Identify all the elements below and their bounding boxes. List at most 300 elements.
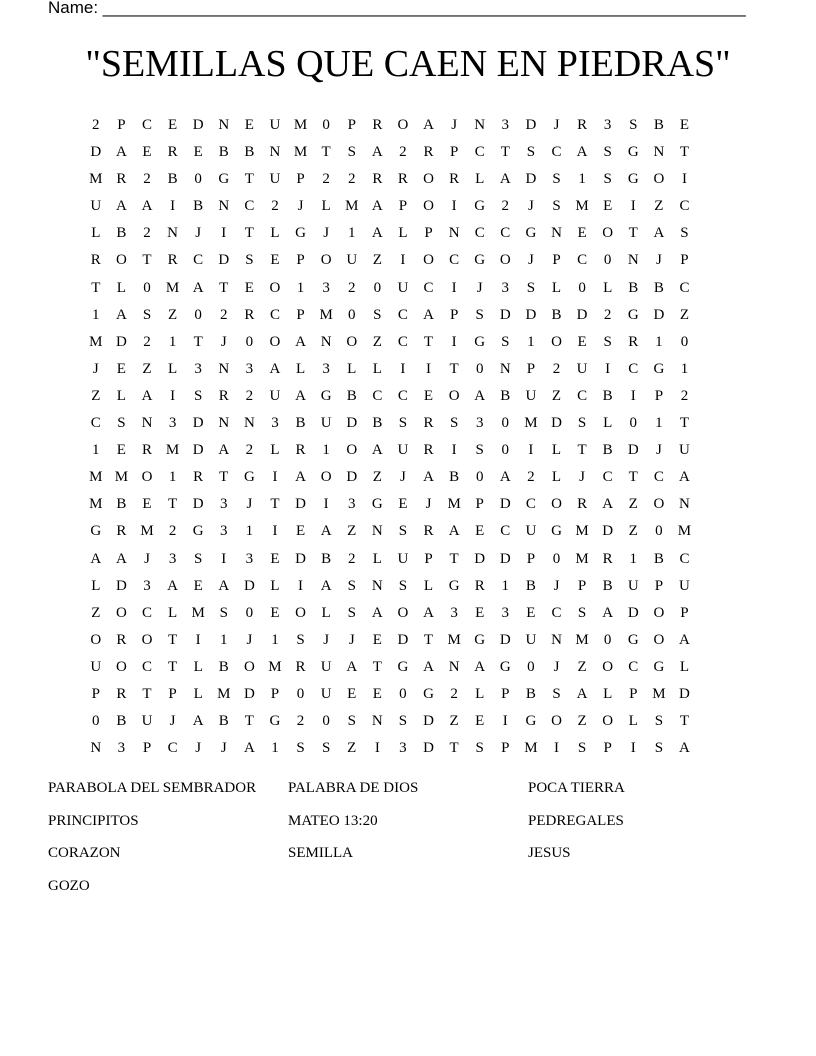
grid-cell: E <box>526 604 536 621</box>
word-search-grid <box>83 116 697 766</box>
grid-cell: T <box>628 225 638 242</box>
grid-cell: 3 <box>475 415 484 432</box>
grid-cell: I <box>272 523 278 540</box>
grid-cell: D <box>243 685 255 702</box>
grid-cell: I <box>323 496 329 513</box>
grid-cell: E <box>295 523 306 540</box>
grid-cell: 1 <box>168 333 177 350</box>
grid-cell: D <box>192 442 204 459</box>
grid-cell: P <box>526 550 536 567</box>
grid-cell: B <box>346 387 357 404</box>
grid-cell: J <box>425 496 432 513</box>
grid-cell: I <box>451 333 457 350</box>
grid-cell: A <box>371 144 383 161</box>
grid-cell: 2 <box>271 198 279 215</box>
grid-cell: S <box>347 577 356 594</box>
grid-cell: L <box>321 198 331 215</box>
grid-cell: M <box>191 604 205 621</box>
grid-cell: E <box>372 685 382 702</box>
grid-cell: T <box>270 496 280 513</box>
grid-cell: C <box>679 550 690 567</box>
grid-cell: 0 <box>475 469 484 486</box>
grid-cell: P <box>552 252 561 269</box>
grid-cell: O <box>346 333 358 350</box>
grid-cell: C <box>372 387 383 404</box>
grid-cell: A <box>115 144 127 161</box>
grid-cell: N <box>218 360 230 377</box>
grid-cell: 1 <box>680 360 689 377</box>
grid-cell: O <box>602 225 614 242</box>
grid-cell: G <box>295 225 306 242</box>
grid-cell: M <box>89 469 103 486</box>
grid-cell: M <box>575 550 589 567</box>
grid-cell: O <box>551 713 562 730</box>
grid-cell: P <box>449 306 459 323</box>
grid-cell: 2 <box>143 225 151 242</box>
grid-cell: N <box>371 523 383 540</box>
grid-cell: R <box>397 171 408 188</box>
grid-cell: 1 <box>629 550 638 567</box>
grid-cell: S <box>117 415 126 432</box>
grid-cell: M <box>345 198 359 215</box>
grid-cell: I <box>221 225 227 242</box>
grid-cell: S <box>245 252 254 269</box>
grid-cell: O <box>115 604 127 621</box>
grid-cell: P <box>501 685 510 702</box>
grid-cell: 1 <box>578 171 586 188</box>
grid-cell: T <box>167 496 178 513</box>
grid-cell: P <box>296 252 305 269</box>
grid-cell: A <box>679 631 690 648</box>
grid-cell: Z <box>679 306 690 323</box>
grid-cell: 2 <box>322 171 330 188</box>
grid-cell: S <box>603 333 612 350</box>
grid-cell: U <box>525 387 537 404</box>
grid-cell: S <box>654 740 664 757</box>
grid-cell: M <box>165 442 180 459</box>
grid-cell: S <box>577 740 587 757</box>
grid-cell: I <box>400 252 406 269</box>
grid-cell: 0 <box>245 333 254 350</box>
grid-cell: L <box>603 685 613 702</box>
grid-row <box>83 333 697 360</box>
grid-cell: C <box>397 306 408 323</box>
grid-cell: G <box>627 631 639 648</box>
grid-cell: N <box>218 117 230 133</box>
grid-cell: U <box>320 658 332 675</box>
grid-cell: D <box>90 144 102 161</box>
grid-cell: T <box>321 144 331 161</box>
grid-cell: L <box>551 279 562 296</box>
grid-cell: 1 <box>527 333 535 350</box>
grid-cell: E <box>577 333 587 350</box>
grid-cell: O <box>423 198 434 215</box>
grid-cell: D <box>192 117 204 133</box>
grid-row <box>83 522 697 549</box>
grid-cell: Z <box>142 360 152 377</box>
grid-cell: N <box>269 144 281 161</box>
grid-cell: D <box>525 171 537 188</box>
grid-cell: M <box>89 496 103 513</box>
grid-row <box>83 387 697 414</box>
grid-cell: C <box>628 658 639 675</box>
grid-cell: M <box>575 198 589 215</box>
grid-cell: I <box>630 387 636 404</box>
grid-cell: 0 <box>501 415 510 432</box>
grid-cell: D <box>576 306 588 323</box>
grid-cell: I <box>170 387 176 404</box>
grid-cell: P <box>398 198 408 215</box>
grid-cell: S <box>398 523 408 540</box>
grid-cell: G <box>474 252 486 269</box>
grid-cell: T <box>219 469 229 486</box>
grid-cell: D <box>679 685 690 702</box>
grid-cell: D <box>499 496 511 513</box>
grid-cell: E <box>116 442 126 459</box>
grid-cell: N <box>448 658 460 675</box>
grid-cell: S <box>398 577 408 594</box>
grid-cell: R <box>577 117 588 133</box>
grid-cell: E <box>398 496 408 513</box>
grid-cell: A <box>192 713 204 730</box>
grid-cell: S <box>347 713 356 730</box>
grid-cell: P <box>629 685 638 702</box>
word-list-item: PALABRA DE DIOS <box>288 780 419 796</box>
grid-cell: D <box>525 117 537 133</box>
grid-cell: S <box>654 713 664 730</box>
grid-cell: B <box>116 225 127 242</box>
grid-cell: Z <box>91 387 101 404</box>
grid-cell: M <box>89 171 103 188</box>
grid-cell: P <box>347 117 356 133</box>
grid-cell: A <box>423 117 434 133</box>
grid-cell: J <box>579 469 585 486</box>
grid-row <box>83 116 697 143</box>
grid-cell: 2 <box>168 523 177 540</box>
grid-cell: S <box>603 144 612 161</box>
grid-cell: A <box>576 685 588 702</box>
grid-cell: U <box>141 713 153 730</box>
grid-cell: J <box>323 631 330 648</box>
grid-cell: Z <box>372 252 382 269</box>
grid-cell: E <box>193 577 203 594</box>
grid-cell: M <box>447 631 461 648</box>
grid-cell: M <box>677 523 692 540</box>
grid-cell: 1 <box>271 740 279 757</box>
grid-cell: D <box>653 306 665 323</box>
grid-cell: S <box>629 117 638 133</box>
grid-cell: G <box>627 306 639 323</box>
grid-cell: J <box>144 550 150 567</box>
grid-row <box>83 306 697 333</box>
grid-cell: 3 <box>143 577 151 594</box>
grid-row <box>83 170 697 197</box>
grid-cell: J <box>92 360 99 377</box>
grid-cell: D <box>499 631 511 648</box>
grid-cell: 3 <box>450 604 458 621</box>
grid-cell: O <box>115 658 127 675</box>
grid-cell: L <box>167 360 178 377</box>
grid-cell: P <box>475 496 484 513</box>
grid-cell: L <box>475 685 485 702</box>
grid-cell: U <box>320 415 332 432</box>
grid-cell: G <box>90 523 102 540</box>
grid-cell: U <box>90 198 102 215</box>
grid-cell: B <box>244 144 255 161</box>
grid-cell: P <box>680 252 689 269</box>
grid-cell: B <box>628 279 639 296</box>
grid-cell: 0 <box>680 333 689 350</box>
grid-row <box>83 251 697 278</box>
word-list-item: POCA TIERRA <box>528 780 625 796</box>
grid-cell: U <box>346 252 358 269</box>
grid-cell: 2 <box>347 279 356 296</box>
grid-cell: 2 <box>527 469 535 486</box>
grid-cell: T <box>423 631 434 648</box>
grid-cell: R <box>423 144 434 161</box>
grid-cell: D <box>397 631 409 648</box>
grid-cell: M <box>319 306 333 323</box>
grid-cell: P <box>117 117 126 133</box>
grid-cell: 3 <box>194 360 202 377</box>
grid-cell: M <box>575 631 589 648</box>
grid-cell: A <box>423 658 434 675</box>
grid-cell: C <box>577 387 588 404</box>
grid-cell: 3 <box>220 523 228 540</box>
grid-cell: T <box>142 685 152 702</box>
grid-cell: S <box>219 604 228 621</box>
grid-cell: C <box>141 604 152 621</box>
grid-cell: S <box>398 415 408 432</box>
grid-cell: 0 <box>501 442 510 459</box>
grid-cell: O <box>141 469 153 486</box>
grid-cell: G <box>627 171 639 188</box>
grid-cell: 2 <box>450 685 458 702</box>
grid-cell: D <box>499 550 511 567</box>
grid-cell: A <box>474 387 486 404</box>
grid-cell: M <box>268 658 282 675</box>
grid-cell: T <box>372 658 382 675</box>
grid-cell: A <box>499 469 511 486</box>
grid-cell: G <box>653 360 665 377</box>
grid-cell: C <box>653 469 664 486</box>
grid-cell: G <box>269 713 281 730</box>
grid-cell: A <box>141 387 153 404</box>
grid-cell: J <box>400 469 406 486</box>
grid-cell: J <box>220 740 227 757</box>
grid-cell: R <box>116 631 127 648</box>
grid-row <box>83 468 697 495</box>
grid-cell: A <box>192 279 204 296</box>
grid-cell: C <box>141 117 152 133</box>
grid-cell: A <box>295 469 306 486</box>
grid-cell: I <box>630 740 636 757</box>
grid-cell: N <box>679 496 690 513</box>
grid-cell: S <box>347 144 356 161</box>
grid-cell: G <box>474 333 486 350</box>
grid-cell: 2 <box>143 333 151 350</box>
grid-cell: A <box>576 144 588 161</box>
grid-cell: G <box>192 523 204 540</box>
grid-cell: N <box>90 740 102 757</box>
grid-cell: S <box>552 198 561 215</box>
grid-cell: I <box>221 550 227 567</box>
grid-row <box>83 143 697 170</box>
grid-cell: P <box>577 577 587 594</box>
grid-cell: N <box>320 333 332 350</box>
grid-cell: 1 <box>347 225 356 242</box>
grid-cell: L <box>321 604 331 621</box>
grid-cell: A <box>320 523 332 540</box>
grid-cell: L <box>270 442 280 459</box>
grid-row <box>83 279 697 306</box>
grid-cell: I <box>195 631 201 648</box>
grid-cell: I <box>451 198 457 215</box>
grid-cell: J <box>655 442 662 459</box>
grid-cell: P <box>296 171 305 188</box>
grid-row <box>83 739 697 766</box>
grid-cell: O <box>653 604 665 621</box>
word-list-item: PARABOLA DEL SEMBRADOR <box>48 780 257 796</box>
grid-cell: N <box>448 225 460 242</box>
grid-cell: T <box>679 144 690 161</box>
grid-cell: N <box>499 360 511 377</box>
grid-cell: 3 <box>501 117 510 133</box>
grid-cell: E <box>116 360 126 377</box>
grid-cell: C <box>141 658 152 675</box>
grid-cell: 3 <box>245 360 254 377</box>
grid-cell: R <box>372 171 383 188</box>
grid-cell: 2 <box>220 306 228 323</box>
grid-cell: L <box>398 225 408 242</box>
grid-cell: Z <box>628 523 638 540</box>
grid-cell: Z <box>91 604 101 621</box>
grid-cell: 3 <box>347 496 356 513</box>
grid-cell: B <box>167 171 178 188</box>
grid-cell: D <box>499 306 511 323</box>
grid-cell: J <box>195 225 202 242</box>
grid-cell: E <box>423 387 434 404</box>
grid-cell: E <box>244 279 254 296</box>
grid-cell: J <box>527 198 534 215</box>
grid-cell: G <box>525 225 537 242</box>
grid-cell: T <box>244 713 254 730</box>
word-list-item: SEMILLA <box>288 845 353 862</box>
grid-cell: R <box>90 252 101 269</box>
grid-cell: 0 <box>194 171 202 188</box>
grid-cell: D <box>346 469 358 486</box>
grid-cell: I <box>298 577 304 594</box>
grid-cell: E <box>142 496 152 513</box>
grid-cell: M <box>114 469 129 486</box>
grid-cell: 0 <box>399 685 407 702</box>
grid-cell: L <box>372 360 382 377</box>
grid-cell: R <box>423 415 434 432</box>
grid-cell: 1 <box>92 442 100 459</box>
grid-cell: E <box>679 117 690 133</box>
grid-cell: N <box>371 713 383 730</box>
grid-cell: E <box>270 252 280 269</box>
grid-row <box>83 441 697 468</box>
grid-cell: B <box>116 713 127 730</box>
grid-cell: C <box>193 252 204 269</box>
grid-cell: D <box>602 523 614 540</box>
grid-cell: C <box>679 198 690 215</box>
grid-cell: S <box>552 685 561 702</box>
grid-cell: C <box>551 144 562 161</box>
grid-cell: Z <box>347 740 357 757</box>
grid-cell: N <box>218 198 230 215</box>
grid-cell: A <box>499 171 511 188</box>
grid-cell: T <box>449 360 459 377</box>
grid-cell: 0 <box>603 631 612 648</box>
grid-cell: N <box>218 415 230 432</box>
grid-cell: O <box>499 252 511 269</box>
grid-cell: D <box>115 577 127 594</box>
grid-cell: B <box>449 469 460 486</box>
grid-cell: M <box>575 523 589 540</box>
grid-cell: 0 <box>552 550 561 567</box>
grid-cell: 3 <box>399 740 407 757</box>
grid-cell: M <box>293 117 308 133</box>
grid-cell: G <box>320 387 332 404</box>
grid-cell: T <box>91 279 101 296</box>
grid-cell: J <box>553 658 560 675</box>
grid-cell: M <box>652 685 666 702</box>
grid-cell: B <box>218 658 229 675</box>
grid-cell: S <box>680 225 689 242</box>
grid-cell: T <box>244 171 254 188</box>
grid-cell: 1 <box>220 631 228 648</box>
grid-cell: O <box>653 496 665 513</box>
grid-row <box>83 631 697 658</box>
grid-cell: J <box>195 740 202 757</box>
grid-cell: D <box>423 713 434 730</box>
grid-cell: B <box>218 144 229 161</box>
grid-cell: J <box>323 225 330 242</box>
grid-cell: I <box>374 740 380 757</box>
grid-cell: C <box>244 198 255 215</box>
grid-cell: T <box>679 415 690 432</box>
grid-cell: 2 <box>296 713 305 730</box>
grid-cell: U <box>269 171 281 188</box>
grid-cell: 0 <box>296 685 305 702</box>
grid-cell: L <box>91 225 101 242</box>
grid-cell: A <box>679 740 690 757</box>
grid-cell: U <box>397 279 409 296</box>
grid-cell: C <box>577 252 588 269</box>
grid-cell: B <box>372 415 383 432</box>
grid-cell: A <box>218 442 230 459</box>
grid-cell: I <box>170 198 176 215</box>
grid-cell: O <box>243 658 255 675</box>
grid-cell: I <box>451 279 457 296</box>
grid-cell: A <box>295 333 306 350</box>
grid-cell: B <box>116 496 127 513</box>
grid-cell: M <box>524 415 538 432</box>
grid-cell: 1 <box>296 279 305 296</box>
grid-cell: U <box>269 117 281 133</box>
grid-cell: M <box>165 279 180 296</box>
grid-row <box>83 495 697 522</box>
grid-cell: I <box>630 198 636 215</box>
grid-cell: A <box>269 360 281 377</box>
grid-cell: D <box>474 550 486 567</box>
grid-cell: N <box>474 117 486 133</box>
grid-cell: M <box>89 333 103 350</box>
grid-cell: D <box>627 604 639 621</box>
grid-cell: U <box>525 631 537 648</box>
